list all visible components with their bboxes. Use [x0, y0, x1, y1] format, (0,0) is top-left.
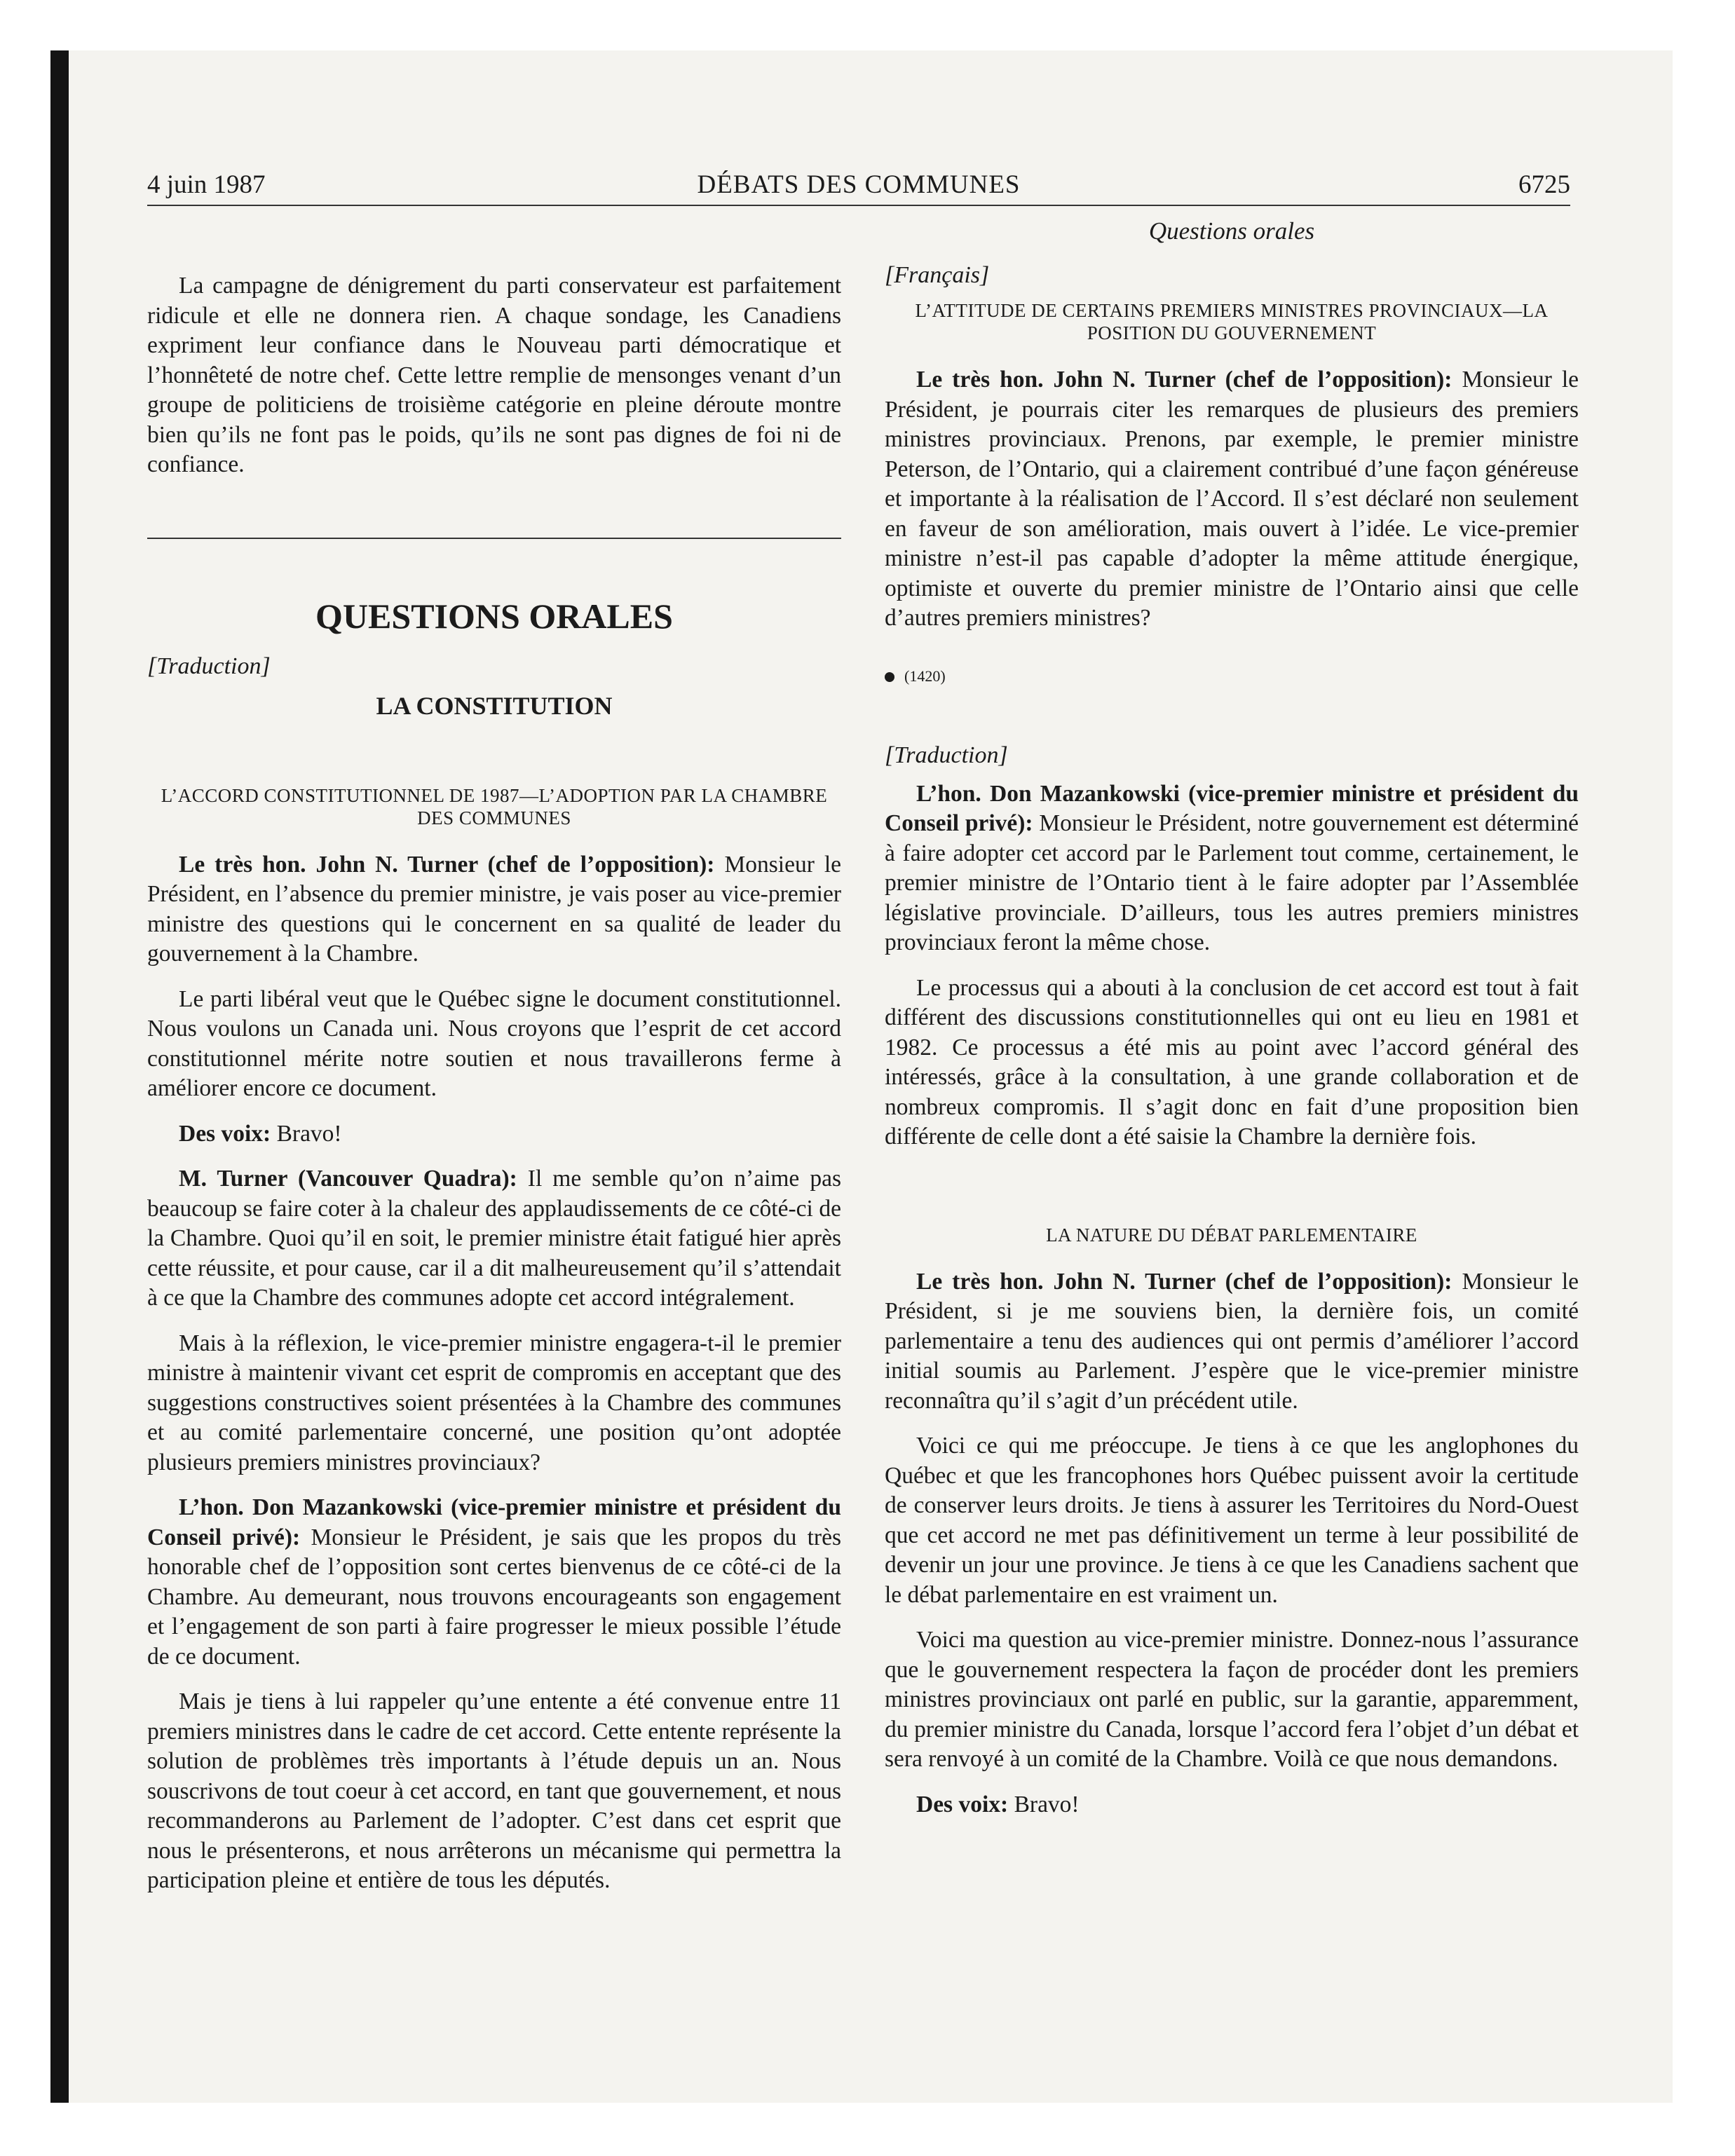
header-rule: [147, 205, 1570, 206]
left-column: [147, 214, 841, 1911]
speech-paragraph: Voici ce qui me préoccupe. Je tiens à ce que les anglophones du Québec et que les francophones hors Québec puissent avoir la certitude de conserver leurs droits. Je tiens à assurer les Territoires du Nord-Ouest que cet accord ne met pas définitivement un terme à leur possibilité de devenir un jour une province. Je tiens à ce que les Canadiens sachent que le débat parlementaire en est vraiment un.: [885, 1433, 1579, 1608]
speech-text: Monsieur le Président, je sais que les propos du très honorable chef de l’opposition sont certes bienvenus de ce côté-ci de la Chambre. Au demeurant, nous trouvons encourageants son engagement et l’engagement de son parti à faire progresser le mieux possible l’étude de ce document.: [147, 1524, 841, 1670]
speech-paragraph: [147, 1119, 841, 1149]
header-date: 4 juin 1987: [147, 170, 266, 199]
bullet-icon: [885, 672, 894, 682]
speech-paragraph: [147, 1493, 841, 1672]
speech-text: Il me semble qu’on n’aime pas beaucoup se faire coter à la chaleur des applaudissements de ce côté-ci de la Chambre. Quoi qu’il en soit, le premier ministre était fatigué hier après cette réussite, et pour cause, car il a dit malheureusement qu’il s’attendait à ce que la Chambre des communes adopte cet accord intégralement.: [147, 1166, 841, 1311]
language-label: [Français]: [885, 262, 990, 288]
translation-label: [Traduction]: [885, 742, 1008, 768]
speech-text: Monsieur le Président, en l’absence du premier ministre, je vais poser au vice-premier ministre des questions qui le concernent en sa qualité de leader du gouvernement à la Chambre.: [147, 851, 841, 967]
speaker-name: L’hon. Don Mazankowski (vice-premier ministre et président du Conseil privé):: [885, 780, 1579, 836]
speech-paragraph: Le parti libéral veut que le Québec signe le document constitutionnel. Nous voulons un Canada uni. Nous croyons que l’esprit de cet accord constitutionnel mérite notre soutien et nous travaillerons ferme à améliorer encore ce document.: [147, 985, 841, 1101]
speech-paragraph: Voici ma question au vice-premier ministre. Donnez-nous l’assurance que le gouvernement respectera la façon de procéder dont les premiers ministres provinciaux ont parlé en public, sur la garantie, apparemment, du premier ministre du Canada, lorsque l’accord fera l’objet d’un débat et sera renvoyé à un comité de la Chambre. Voilà ce que nous demandons.: [885, 1627, 1579, 1772]
speech-paragraph: Mais je tiens à lui rappeler qu’une entente a été convenue entre 11 premiers ministres dans le cadre de cet accord. Cette entente représente la solution de problèmes très importants à l’étude depuis un an. Nous souscrivons de tout coeur à cet accord, en tant que gouvernement, et nous recommanderons au Parlement de l’adopter. C’est dans cet esprit que nous le présenterons, et nous arrêterons un mécanisme qui permettra la participation pleine et entière de tous les députés.: [147, 1688, 841, 1893]
speech-text: Monsieur le Président, je pourrais citer les remarques de plusieurs des premiers ministres provinciaux. Prenons, par exemple, le premier ministre Peterson, de l’Ontario, qui a clairement contribué d’une façon généreuse et importante à la réalisation de l’Accord. Il s’est déclaré non seulement en faveur de son amélioration, mais ouvert à l’idée. Le vice-premier ministre n’est-il pas capable d’adopter la même attitude énergique, optimiste et ouverte du premier ministre de l’Ontario ainsi que celle d’autres premiers ministres?: [885, 367, 1579, 631]
section-subtitle: LA CONSTITUTION: [376, 691, 613, 720]
speaker-name: L’hon. Don Mazankowski (vice-premier ministre et président du Conseil privé):: [147, 1494, 841, 1550]
speech-paragraph: [147, 850, 841, 969]
speaker-name: Le très hon. John N. Turner (chef de l’opposition):: [179, 851, 715, 878]
speaker-name: M. Turner (Vancouver Quadra):: [179, 1166, 517, 1192]
topic-heading: LA NATURE DU DÉBAT PARLEMENTAIRE: [1046, 1224, 1417, 1246]
topic-heading: L’ATTITUDE DE CERTAINS PREMIERS MINISTRES PROVINCIAUX—LA POSITION DU GOUVERNEMENT: [915, 300, 1549, 343]
time-text: (1420): [904, 667, 946, 685]
speech-paragraph: [147, 1164, 841, 1314]
speech-text: Bravo!: [1008, 1791, 1080, 1817]
section-divider: [147, 538, 841, 539]
right-column: [885, 214, 1579, 1835]
speaker-name: Le très hon. John N. Turner (chef de l’opposition):: [916, 1268, 1452, 1295]
intro-paragraph: La campagne de dénigrement du parti conservateur est parfaitement ridicule et elle ne donnera rien. A chaque sondage, les Canadiens expriment leur confiance dans le Nouveau parti démocratique et l’honnêteté de notre chef. Cette lettre remplie de mensonges venant d’un groupe de politiciens de troisième catégorie en pleine déroute montre bien qu’ils ne font pas le poids, qu’ils ne sont pas dignes de foi ni de confiance.: [147, 273, 841, 477]
header-title: DÉBATS DES COMMUNES: [697, 170, 1021, 199]
speech-text: Monsieur le Président, notre gouvernement est déterminé à faire adopter cet accord par le Parlement tout comme, certainement, le premier ministre de l’Ontario tient à le faire adopter par l’Assemblée législative provinciale. D’ailleurs, tous les autres premiers ministres provinciaux feront la même chose.: [885, 810, 1579, 955]
speech-paragraph: Mais à la réflexion, le vice-premier ministre engagera-t-il le premier ministre à maintenir vivant cet esprit de compromis en acceptant que des suggestions constructives soient présentées à la Chambre des communes et au comité parlementaire concerné, une position qu’ont adoptée plusieurs premiers ministres provinciaux?: [147, 1330, 841, 1475]
page-header: [147, 167, 1570, 203]
speech-text: Bravo!: [271, 1120, 342, 1147]
speech-paragraph: Le processus qui a abouti à la conclusion de cet accord est tout à fait différent des discussions constitutionnelles qui ont eu lieu en 1981 et 1982. Ce processus a été mis au point avec l’accord général des intéressés, grâce à la consultation, à une grande collaboration et de nombreux compromis. Il s’agit donc en fait d’une proposition bien différente de celle dont a été saisie la Chambre la dernière fois.: [885, 974, 1579, 1149]
topic-heading: L’ACCORD CONSTITUTIONNEL DE 1987—L’ADOPTION PAR LA CHAMBRE DES COMMUNES: [161, 784, 828, 828]
speaker-name: Le très hon. John N. Turner (chef de l’opposition):: [916, 367, 1452, 393]
speech-paragraph: [885, 365, 1579, 634]
time-marker: [885, 664, 1579, 688]
spacer: [885, 1168, 1579, 1224]
speech-text: Monsieur le Président, si je me souviens bien, la dernière fois, un comité parlementaire a tenu des audiences qui ont permis d’améliorer l’accord initial soumis au Parlement. J’espère que le vice-premier ministre reconnaîtra qu’il s’agit d’un précédent utile.: [885, 1268, 1579, 1414]
header-page-number: 6725: [1518, 170, 1570, 199]
running-head: Questions orales: [1148, 217, 1315, 245]
speech-paragraph: [885, 1790, 1579, 1820]
translation-label: [Traduction]: [147, 653, 271, 679]
speaker-name: Des voix:: [916, 1791, 1009, 1817]
speaker-name: Des voix:: [179, 1120, 271, 1147]
speech-paragraph: [885, 779, 1579, 958]
section-title: QUESTIONS ORALES: [315, 596, 673, 636]
speech-paragraph: [885, 1267, 1579, 1417]
